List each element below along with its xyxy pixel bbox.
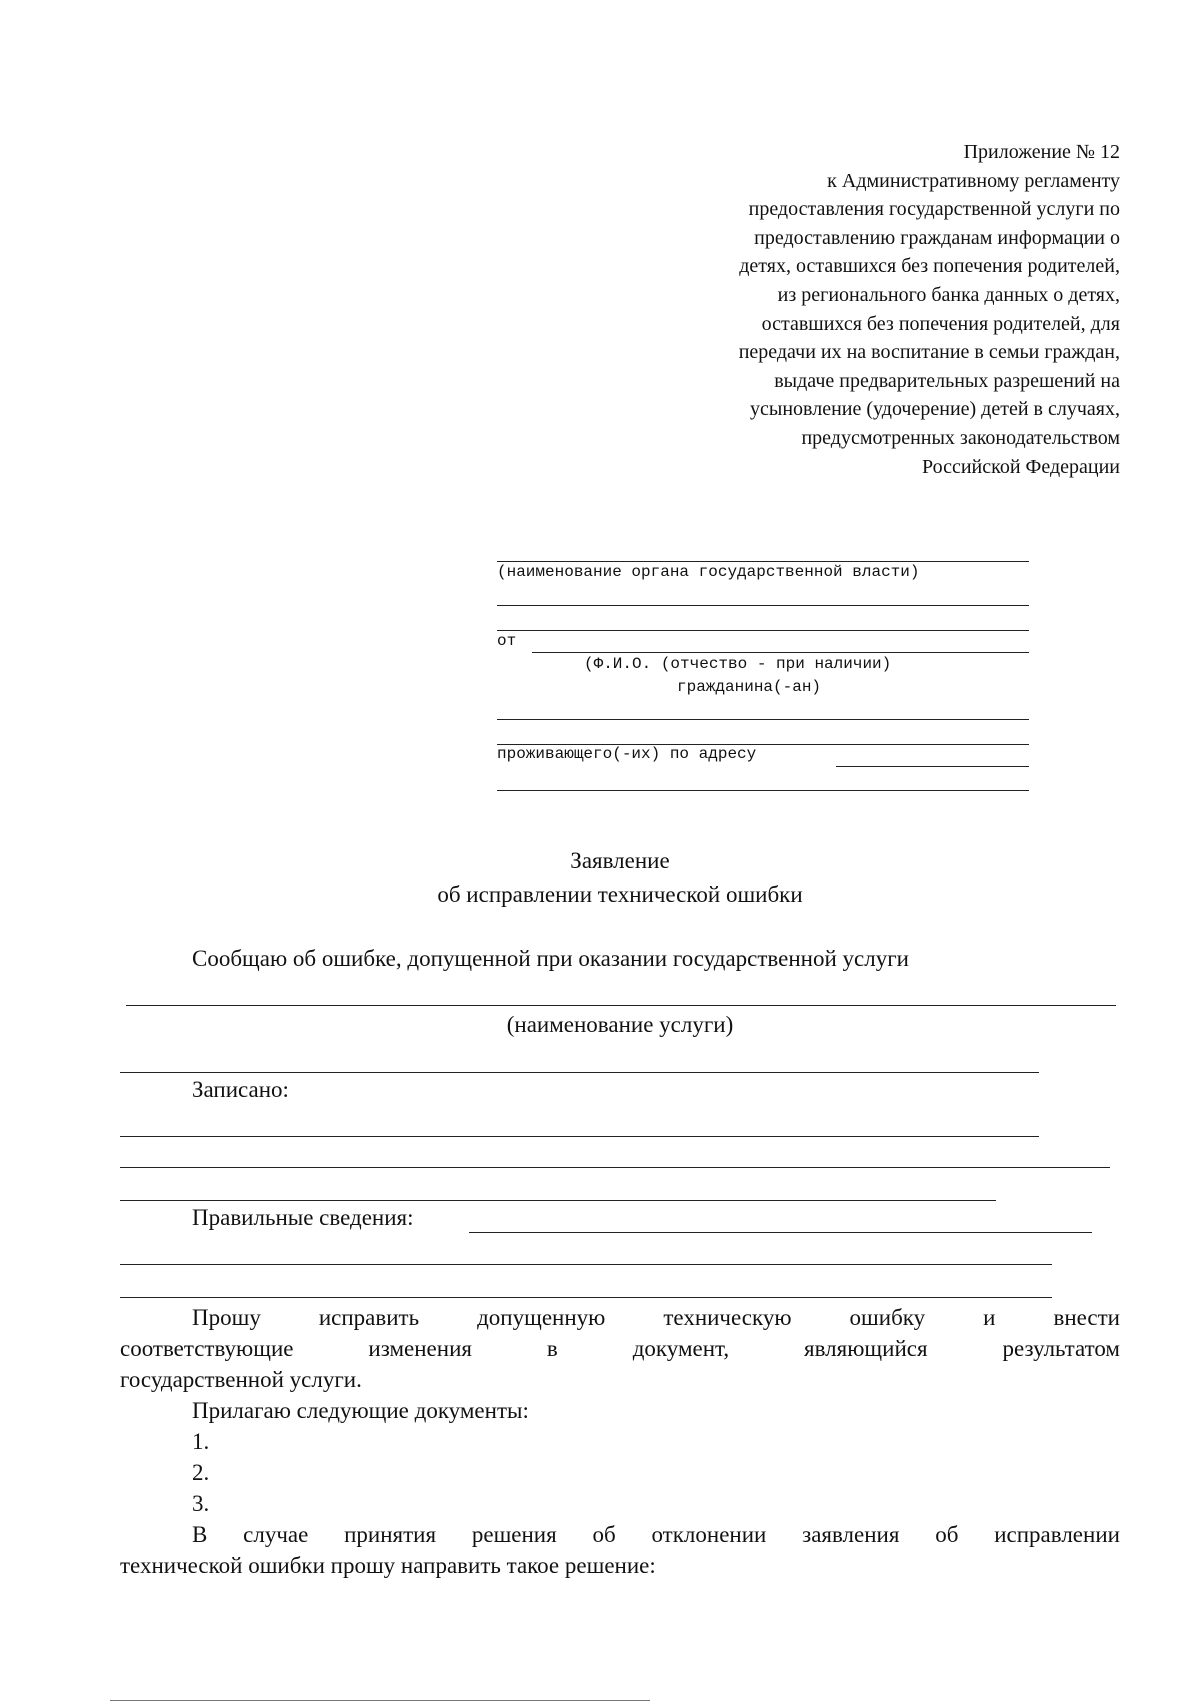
correct-field-line-2[interactable]	[120, 1264, 1052, 1265]
reject-line-1	[120, 1519, 1120, 1550]
reject-word: случае	[243, 1522, 309, 1547]
request-word: техническую	[663, 1305, 792, 1330]
authority-field-line-2[interactable]	[497, 605, 1029, 606]
from-label: от	[497, 632, 517, 650]
request-word: и	[983, 1305, 996, 1330]
address-field-line-2[interactable]	[497, 790, 1029, 791]
reject-word: заявления	[802, 1522, 900, 1547]
address-label: проживающего(-их) по адресу	[497, 745, 757, 763]
annex-line: Российской Федерации	[921, 455, 1120, 478]
request-word: внести	[1053, 1305, 1120, 1330]
annex-line: передачи их на воспитание в семьи граждан,	[738, 341, 1120, 364]
request-word: исправить	[318, 1305, 420, 1330]
fio-caption: (Ф.И.О. (отчество - при наличии)	[584, 655, 892, 673]
document-title: Заявление	[570, 848, 670, 873]
request-line-1	[120, 1302, 1120, 1333]
request-word: в	[546, 1336, 558, 1361]
request-line-2	[120, 1333, 1120, 1364]
fio-field-line-2[interactable]	[497, 719, 1029, 720]
reject-word: отклонении	[651, 1522, 767, 1547]
reject-word: об	[592, 1522, 616, 1547]
attachment-item[interactable]: 1.	[192, 1429, 210, 1454]
request-word: соответствующие	[120, 1336, 294, 1361]
reject-word: исправлении	[994, 1522, 1120, 1547]
request-paragraph	[120, 1302, 1120, 1581]
annex-line: оставшихся без попечения родителей, для	[761, 312, 1120, 335]
annex-line: из регионального банка данных о детях,	[777, 283, 1120, 306]
annex-line: предусмотренных законодательством	[801, 426, 1120, 449]
reject-word: принятия	[344, 1522, 437, 1547]
service-field-line-2[interactable]	[120, 1072, 1039, 1073]
request-word: результатом	[1002, 1336, 1120, 1361]
annex-line: предоставлению гражданам информации о	[754, 226, 1120, 249]
reject-line-2: технической ошибки прошу направить такое решение:	[120, 1553, 656, 1578]
annex-line: детях, оставшихся без попечения родителей,	[739, 255, 1120, 278]
fio-caption-2: гражданина(-ан)	[677, 678, 822, 696]
address-field-line[interactable]	[836, 766, 1029, 767]
recorded-field-line-3[interactable]	[120, 1200, 996, 1201]
annex-header	[650, 138, 1120, 481]
authority-field-line-3[interactable]	[497, 630, 1029, 631]
correct-field-line[interactable]	[469, 1232, 1092, 1233]
reject-word: решения	[471, 1522, 557, 1547]
report-line: Сообщаю об ошибке, допущенной при оказании государственной услуги	[192, 946, 909, 971]
request-line-3: государственной услуги.	[120, 1367, 362, 1392]
correct-label: Правильные сведения:	[192, 1205, 414, 1230]
annex-line: выдаче предварительных разрешений на	[774, 369, 1120, 392]
authority-field-line[interactable]	[497, 561, 1029, 562]
recorded-field-line-2[interactable]	[120, 1167, 1110, 1168]
scan-divider	[110, 1700, 650, 1701]
recorded-label: Записано:	[192, 1077, 289, 1102]
annex-line: предоставления государственной услуги по	[748, 198, 1120, 221]
service-field-line[interactable]	[126, 1005, 1116, 1006]
request-word: документ,	[632, 1336, 730, 1361]
from-fio-field-line[interactable]	[532, 652, 1029, 653]
reject-word: об	[935, 1522, 959, 1547]
attach-label: Прилагаю следующие документы:	[192, 1398, 529, 1423]
request-word: являющийся	[804, 1336, 928, 1361]
annex-line: к Административному регламенту	[827, 169, 1120, 192]
recorded-field-line[interactable]	[120, 1136, 1039, 1137]
authority-caption: (наименование органа государственной власти)	[497, 563, 920, 581]
document-subtitle: об исправлении технической ошибки	[437, 882, 803, 907]
request-word: допущенную	[477, 1305, 606, 1330]
annex-line: Приложение № 12	[963, 141, 1120, 163]
attachment-item[interactable]: 3.	[192, 1491, 210, 1516]
request-word: ошибку	[849, 1305, 926, 1330]
correct-field-line-3[interactable]	[120, 1297, 1052, 1298]
service-caption: (наименование услуги)	[506, 1012, 734, 1037]
request-word: изменения	[368, 1336, 472, 1361]
annex-line: усыновление (удочерение) детей в случаях,	[750, 398, 1120, 421]
attachment-item[interactable]: 2.	[192, 1460, 210, 1485]
request-word: Прошу	[192, 1305, 261, 1330]
reject-word: В	[192, 1522, 208, 1547]
